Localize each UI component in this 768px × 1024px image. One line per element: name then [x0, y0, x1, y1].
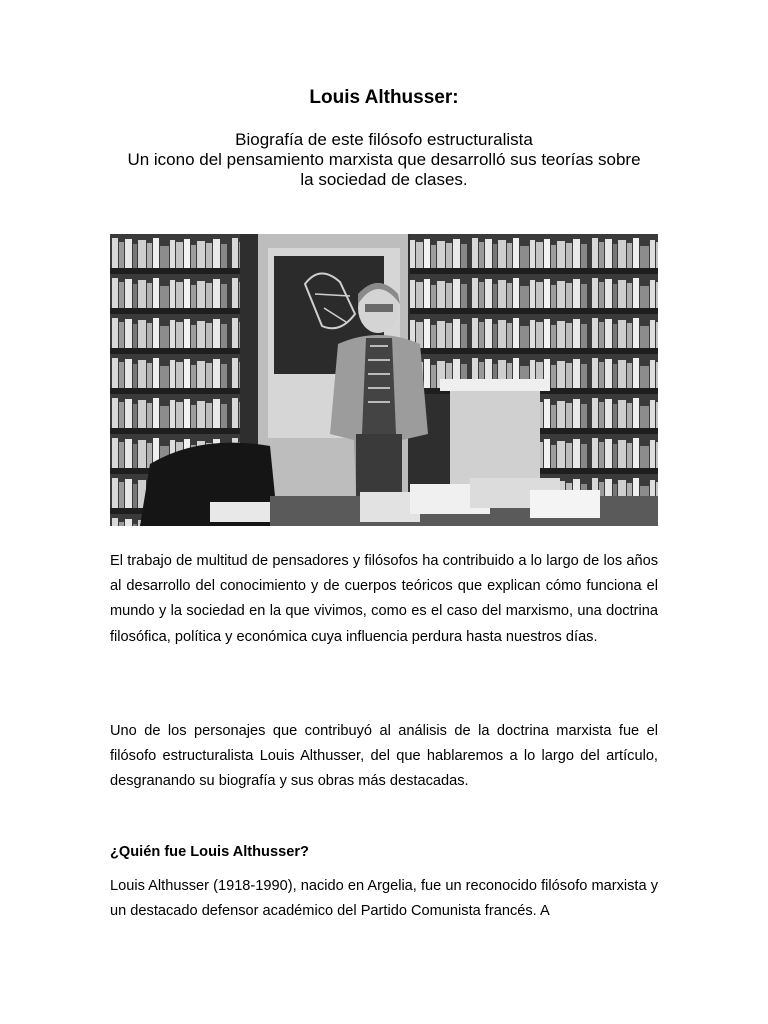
document-title: Louis Althusser:	[309, 87, 459, 108]
paragraph-2: Uno de los personajes que contribuyó al análisis de la doctrina marxista fue el filósofo estructuralista Louis Althusser, del que hablaremos a lo largo del artículo, desgranando su biografía y sus obras más destacadas.	[110, 723, 658, 790]
subtitle-line-3: la sociedad de clases.	[300, 170, 468, 189]
photo-illustration	[110, 234, 658, 526]
section-paragraph: Louis Althusser (1918-1990), nacido en Argelia, fue un reconocido filósofo marxista y un destacado defensor académico del Partido Comunista francés. A	[110, 878, 658, 920]
subtitle-line-1: Biografía de este filósofo estructuralista	[235, 130, 533, 149]
paragraph-1: El trabajo de multitud de pensadores y filósofos ha contribuido a lo largo de los años al desarrollo del conocimiento y de cuerpos teóricos que explican cómo funciona el mundo y la sociedad en la que vivimos, como es el caso del marxismo, una doctrina filosófica, política y económica cuya influencia perdura hasta nuestros días.	[110, 553, 658, 645]
althusser-photo	[110, 234, 658, 526]
document-subtitle	[100, 130, 668, 190]
subtitle-line-2: Un icono del pensamiento marxista que desarrolló sus teorías sobre	[127, 150, 641, 169]
section-heading: ¿Quién fue Louis Althusser?	[110, 844, 309, 860]
